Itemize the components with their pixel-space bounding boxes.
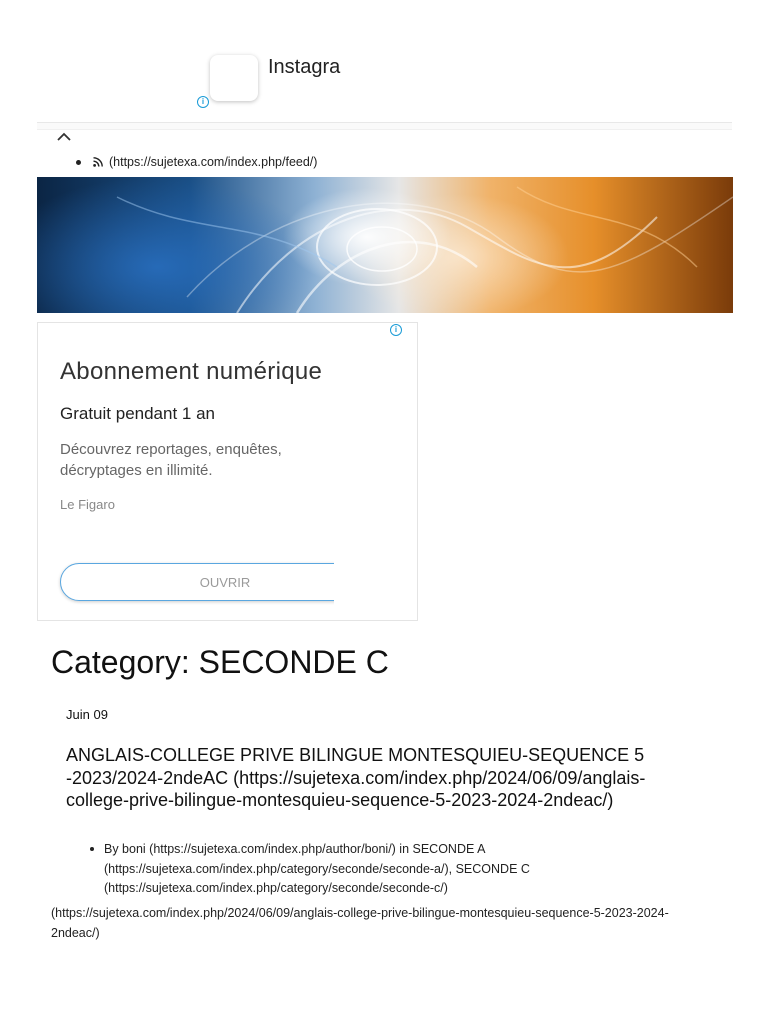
post-title-link[interactable]: ANGLAIS-COLLEGE PRIVE BILINGUE MONTESQUIEU-SEQUENCE 5 -2023/2024-2ndeAC (https://sujetexa.com/index.php/2024/06/09/anglais-college-prive-bilingue-montesquieu-sequence-5-2023-2024-2ndeac/) (66, 745, 646, 810)
post-meta-text[interactable]: By boni (https://sujetexa.com/index.php/author/boni/) in SECONDE A (https://sujetexa.com/index.php/category/seconde/seconde-a/), SECONDE C (https://sujetexa.com/index.php/category/seconde/seconde-c/) (104, 842, 530, 895)
ad-subtitle: Gratuit pendant 1 an (60, 404, 216, 423)
chevron-up-icon[interactable] (56, 130, 72, 144)
feed-list-item[interactable] (76, 155, 317, 169)
ad-clip-mask (334, 392, 416, 620)
ad-description: Découvrez reportages, enquêtes, décryptages en illimité. (60, 441, 282, 479)
instagram-icon-box[interactable] (210, 55, 258, 101)
post-date: Juin 09 (66, 707, 108, 722)
rss-icon (93, 157, 103, 167)
header-banner-image (37, 177, 733, 313)
info-icon[interactable]: i (197, 96, 209, 108)
post-meta (90, 840, 650, 899)
page-title: Category: SECONDE C (51, 644, 389, 680)
instagram-label[interactable]: Instagra (268, 56, 341, 78)
ad-info-icon[interactable]: i (390, 324, 402, 336)
ad-source: Le Figaro (60, 497, 115, 512)
ad-open-button[interactable]: OUVRIR (60, 563, 390, 601)
list-bullet (76, 160, 81, 165)
feed-link[interactable]: (https://sujetexa.com/index.php/feed/) (109, 155, 318, 169)
post-permalink[interactable]: (https://sujetexa.com/index.php/2024/06/09/anglais-college-prive-bilingue-montesquieu-sequence-5-2023-2024-2ndeac/) (51, 906, 669, 940)
top-divider-bar (37, 122, 732, 130)
ad-title: Abonnement numérique (60, 358, 323, 385)
list-bullet (90, 847, 94, 851)
